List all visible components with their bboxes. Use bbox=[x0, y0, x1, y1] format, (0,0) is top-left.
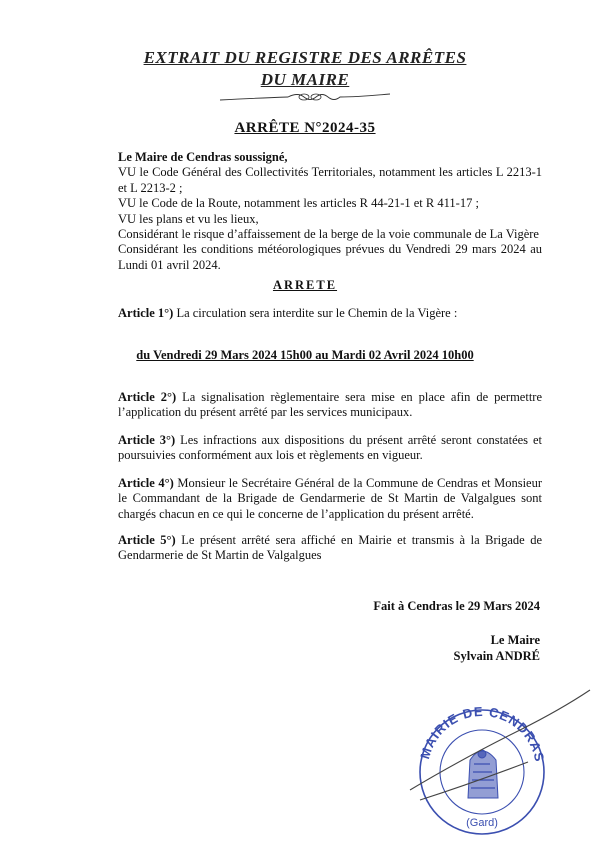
preamble-vu-2: VU le Code de la Route, notamment les articles R 44-21-1 et R 411-17 ; bbox=[118, 196, 479, 211]
signatory-role: Le Maire bbox=[490, 633, 540, 647]
preamble-considerant-2: Considérant les conditions météorologiques prévues du Vendredi 29 mars 2024 au Lundi 01 avril 2024. bbox=[118, 242, 542, 272]
place-date: Fait à Cendras le 29 Mars 2024 bbox=[373, 599, 540, 613]
svg-text:MAIRIE DE CENDRAS: MAIRIE DE CENDRAS bbox=[417, 703, 548, 764]
article-1-label: Article 1°) bbox=[118, 306, 174, 320]
article-4-text: Monsieur le Secrétaire Général de la Commune de Cendras et Monsieur le Commandant de la Brigade de Gendarmerie de St Martin de Valgalgues sont chargés chacun en ce qui le concerne de l’application du présent arrêté. bbox=[118, 476, 542, 521]
signature-block bbox=[454, 632, 540, 664]
preamble-vu-3: VU les plans et vu les lieux, bbox=[118, 211, 259, 226]
official-stamp bbox=[400, 680, 600, 850]
article-2-text: La signalisation règlementaire sera mise en place afin de permettre l’application du présent arrêté par les services municipaux. bbox=[118, 390, 542, 420]
document-title: EXTRAIT DU REGISTRE DES ARRÊTES bbox=[143, 48, 467, 67]
article-1-text: La circulation sera interdite sur le Chemin de la Vigère : bbox=[176, 306, 458, 320]
article-1 bbox=[118, 306, 542, 321]
article-3 bbox=[118, 433, 542, 464]
article-3-label: Article 3°) bbox=[118, 433, 176, 447]
article-5 bbox=[118, 533, 542, 564]
preamble-intro: Le Maire de Cendras soussigné, bbox=[118, 150, 288, 164]
article-3-text: Les infractions aux dispositions du présent arrêté seront constatées et poursuivies conformément aux lois et règlements en vigueur. bbox=[118, 433, 543, 463]
article-5-label: Article 5°) bbox=[118, 533, 176, 547]
preamble-vu-1: VU le Code Général des Collectivités Territoriales, notamment les articles L 2213-1 et L 2213-2 ; bbox=[118, 165, 542, 195]
article-5-text: Le présent arrêté sera affiché en Mairie et transmis à la Brigade de Gendarmerie de St Martin de Valgalgues bbox=[118, 533, 543, 563]
closure-period: du Vendredi 29 Mars 2024 15h00 au Mardi 02 Avril 2024 10h00 bbox=[136, 348, 474, 362]
flourish-ornament bbox=[218, 88, 392, 108]
arrete-number: ARRÊTE N°2024-35 bbox=[234, 120, 376, 136]
signatory-name: Sylvain ANDRÉ bbox=[453, 649, 540, 663]
svg-text:(Gard): (Gard) bbox=[466, 817, 498, 829]
decision-heading: ARRETE bbox=[272, 278, 338, 292]
preamble bbox=[118, 150, 542, 273]
article-4 bbox=[118, 476, 542, 522]
preamble-considerant-1: Considérant le risque d’affaissement de la berge de la voie communale de La Vigère bbox=[118, 227, 539, 242]
article-4-label: Article 4°) bbox=[118, 476, 174, 490]
document-subtitle: DU MAIRE bbox=[260, 70, 350, 89]
article-2-label: Article 2°) bbox=[118, 390, 177, 404]
article-2 bbox=[118, 390, 542, 421]
